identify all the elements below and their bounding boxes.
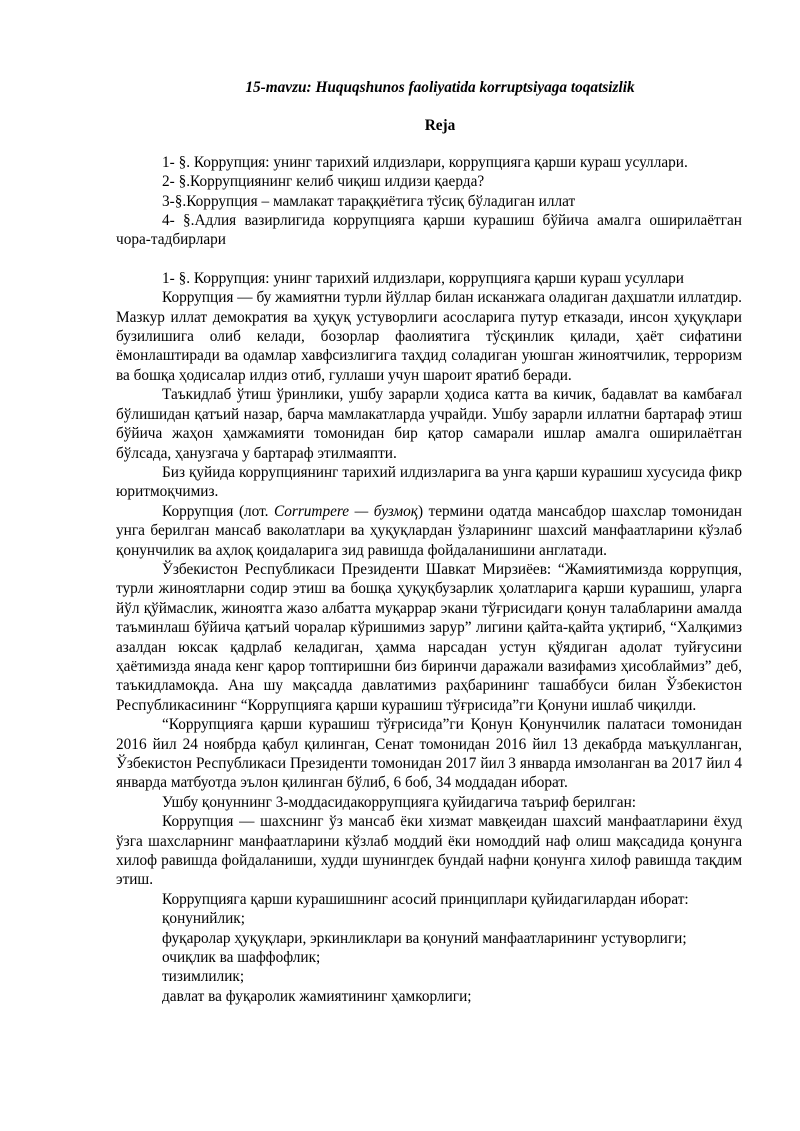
section-heading: 1- §. Коррупция: унинг тарихий илдизлари, коррупцияга қарши кураш усуллари xyxy=(162,269,684,287)
plan-item: 2- §.Коррупциянинг келиб чиқиш илдизи қаерда? xyxy=(162,173,485,191)
definition-paragraph xyxy=(116,502,742,560)
list-item: қонунийлик; xyxy=(162,910,245,928)
document-title: 15-mavzu: Huquqshunos faoliyatida korruptsiyaga toqatsizlik xyxy=(245,79,635,96)
paragraph: “Коррупцияга қарши курашиш тўғрисида”ги Қонун Қонунчилик палатаси томонидан 2016 йил 24 ноябрда қабул қилинган, Сенат томонидан 2016 йил 13 декабрда маъқулланган, Ўзбекистон Республикаси Президенти томонидан 2017 йил 3 январда имзоланган ва 2017 йил 4 январда матбуотда эълон қилинган бўлиб, 6 боб, 34 моддадан иборат. xyxy=(116,716,742,792)
plan-item: 3-§.Коррупция – мамлакат тараққиётига тўсиқ бўладиган иллат xyxy=(162,192,576,210)
list-item: давлат ва фуқаролик жамиятининг ҳамкорлиги; xyxy=(162,987,472,1005)
plan-heading: Reja xyxy=(424,117,456,135)
paragraph: Коррупция — бу жамиятни турли йўллар билан исканжага оладиган даҳшатли иллатдир. Мазкур иллат демократия ва ҳуқуқ устуворлиги асосларига путур етказади, инсон ҳуқуқлари бузилишига олиб келади, бозорлар фаолиятига тўсқинлик қилади, ҳаёт сифатини ёмонлаштиради ва одамлар хавфсизлигига таҳдид соладиган уюшган жиноятчилик, терроризм ва бошқа ҳодисалар илдиз отиб, гуллаши учун шароит яратиб беради. xyxy=(116,289,742,384)
definition-text-before: Коррупция (лот. xyxy=(162,502,275,520)
list-item: тизимлилик; xyxy=(162,968,245,986)
paragraph: Коррупция — шахснинг ўз мансаб ёки хизмат мавқеидан шахсий манфаатларини ёхуд ўзга шахсларнинг манфаатларини кўзлаб моддий ёки номоддий наф олиш мақсадида қонунга хилоф равишда фойдаланиши, худди шунингдек бундай нафни қонунга хилоф равишда тақдим этиш. xyxy=(116,813,742,889)
paragraph: Ўзбекистон Республикаси Президенти Шавкат Мирзиёев: “Жамиятимизда коррупция, турли жиноятларни содир этиш ва бошқа ҳуқуқбузарлик ҳолатларига қарши курашиш, уларга йўл қўймаслик, жиноятга жазо албатта муқаррар экани тўғрисидаги қонун талабларини амалда таъминлаш бўйича қатъий чоралар кўришимиз зарур” лигини қайта-қайта уқтириб, “Халқимиз азалдан юксак қадрлаб келадиган, ҳамма нарсадан устун қўядиган адолат туйғусини ҳаётимизда янада кенг қарор топтиришни биз биринчи даражали вазифамиз ҳисоблаймиз” деб, таъкидламоқда. Ана шу мақсадда давлатимиз раҳбарининг ташаббуси билан Ўзбекистон Республикасининг “Коррупцияга қарши курашиш тўғрисида”ги Қонуни ишлаб чиқилди. xyxy=(116,560,742,714)
paragraph: Коррупцияга қарши курашишнинг асосий принциплари қуйидагилардан иборат: xyxy=(162,890,689,908)
plan-list xyxy=(116,153,742,250)
principles-list xyxy=(116,909,742,1006)
list-item: фуқаролар ҳуқуқлари, эркинликлари ва қонуний манфаатларининг устуворлиги; xyxy=(162,929,687,947)
plan-item: 1- §. Коррупция: унинг тарихий илдизлари, коррупцияга қарши кураш усуллари. xyxy=(162,153,688,171)
definition-text-after: ) термини одатда мансабдор шахслар томонидан унга берилган мансаб ваколатлари ва ҳуқуқлардан ўзларининг шахсий манфаатларини кўзлаб қонунчилик ва аҳлоқ қоидаларига зид равишда фойдаланишини англатади. xyxy=(116,502,742,559)
paragraph: Биз қуйида коррупциянинг тарихий илдизларига ва унга қарши курашиш хусусида фикр юритмоқчимиз. xyxy=(116,463,742,501)
list-item: очиқлик ва шаффофлик; xyxy=(162,949,321,967)
plan-item: 4- §.Адлия вазирлигида коррупцияга қарши курашиш бўйича амалга оширилаётган чора-тадбирлари xyxy=(116,212,742,249)
paragraph: Ушбу қонуннинг 3-моддасидакоррупцияга қуйидагича таъриф берилган: xyxy=(162,793,637,811)
spacer xyxy=(116,250,742,269)
definition-latin-term: Corrumpere — бузмоқ xyxy=(274,502,418,520)
document-content xyxy=(116,78,742,1006)
paragraph: Таъкидлаб ўтиш ўринлики, ушбу зарарли ҳодиса катта ва кичик, бадавлат ва камбағал бўлишидан қатъий назар, барча мамлакатларда учрайди. Ушбу зарарли иллатни бартараф этиш бўйича жаҳон ҳамжамияти томонидан бир қатор самарали ишлар амалга оширилаётган бўлсада, ҳанузгача у бартараф этилмаяпти. xyxy=(116,386,742,462)
